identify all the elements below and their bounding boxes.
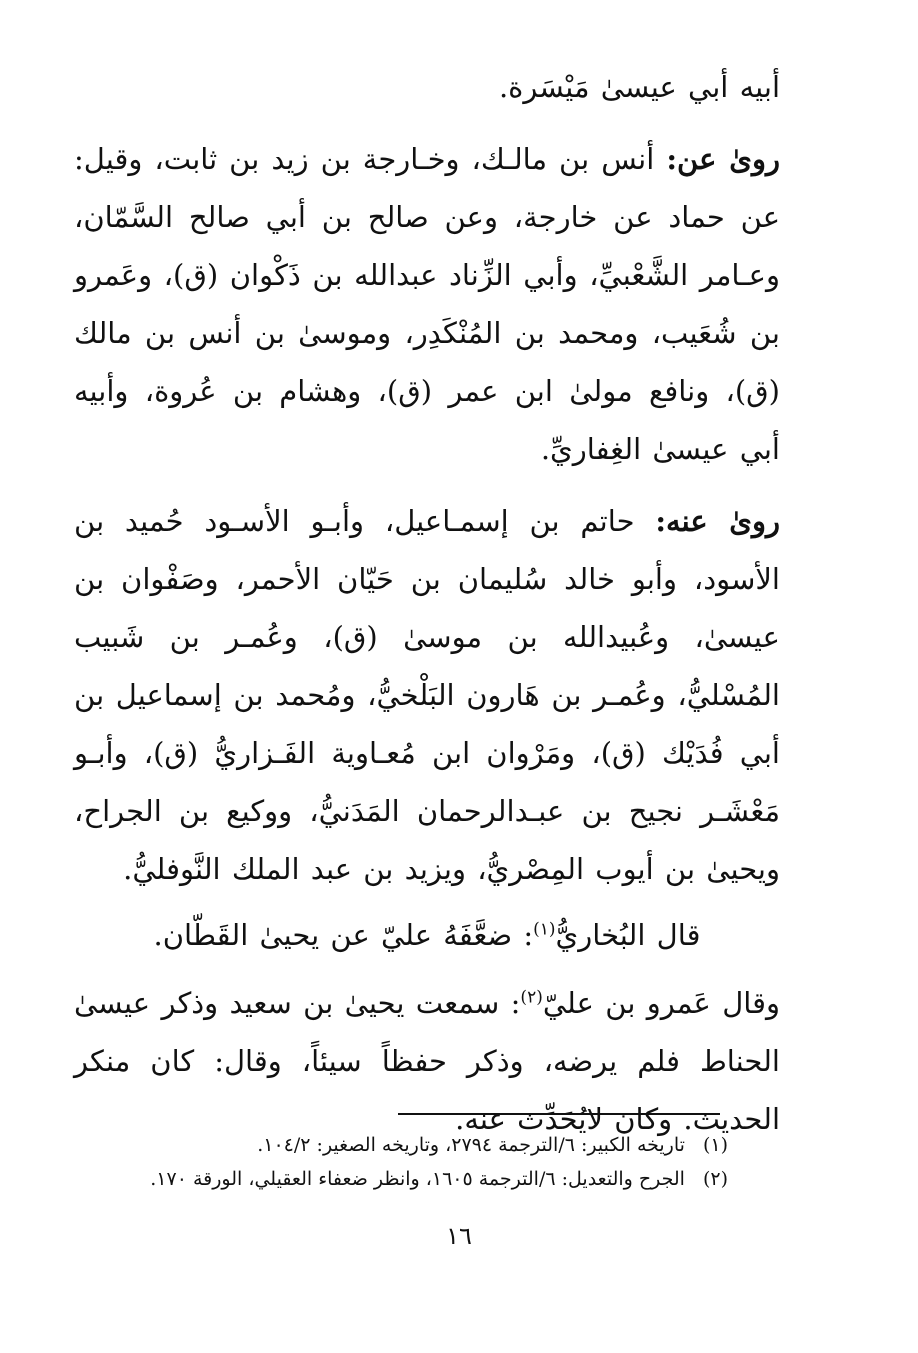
footnote-ref-1[interactable]: (١) [533, 919, 556, 940]
narrated-by-label: روىٰ عنه: [655, 504, 781, 538]
footnote-text: الجرح والتعديل: ٦/الترجمة ١٦٠٥، وانظر ضعفاء العقيلي، الورقة ١٧٠. [150, 1168, 685, 1190]
footnote-2 [74, 1162, 728, 1196]
narrated-from-label: روىٰ عن: [666, 142, 781, 176]
bukhari-statement: قال البُخاريُّ$^{(١)}$: ضعَّفَهُ عليّ عن يحيىٰ القَطّان. [153, 918, 701, 952]
narrated-from-paragraph [74, 130, 780, 478]
narrated-from-text: أنس بن مالـك، وخـارجة بن زيد بن ثابت، وقيل: عن حماد عن خارجة، وعن صالح بن أبي صالح السَّمّان، وعـامر الشَّعْبيِّ، وأبي الزِّناد عبدالله بن ذَكْوان (ق)، وعَمرو بن شُعَيب، ومحمد بن المُنْكَدِر، وموسىٰ بن أنس بن مالك (ق)، ونافع مولىٰ ابن عمر (ق)، وهشام بن عُروة، وأبيه أبي عيسىٰ الغِفاريِّ. [74, 142, 780, 466]
footnote-divider [398, 1113, 720, 1115]
footnote-text: تاريخه الكبير: ٦/الترجمة ٢٧٩٤، وتاريخه الصغير: ١٠٤/٢. [257, 1134, 685, 1156]
footnote-1 [74, 1128, 728, 1162]
intro-line: أبيه أبي عيسىٰ مَيْسَرة. [498, 70, 780, 104]
footnote-ref-2[interactable]: (٢) [520, 987, 543, 1008]
amr-statement: وقال عَمرو بن عليّ$^{(٢)}$: سمعت يحيىٰ بن سعيد وذكر عيسىٰ الحناط فلم يرضه، وذكر حفظاً سيئاً، وقال: كان منكر الحديث. وكان لايُحَدِّث عنه. [74, 986, 780, 1136]
footnote-number: (١) [702, 1134, 728, 1156]
footnotes [74, 1128, 728, 1196]
main-text [74, 58, 780, 1162]
footnote-number: (٢) [702, 1168, 728, 1190]
page-number: ١٦ [446, 1222, 472, 1250]
narrated-by-paragraph [74, 492, 780, 898]
narrated-by-text: حاتم بن إسمـاعيل، وأبـو الأسـود حُميد بن الأسود، وأبو خالد سُليمان بن حَيّان الأحمر، وصَفْوان بن عيسىٰ، وعُبيدالله بن موسىٰ (ق)، وعُمـر بن شَبيب المُسْليُّ، وعُمـر بن هَارون البَلْخيُّ، ومُحمد بن إسماعيل بن أبي فُدَيْك (ق)، ومَرْوان ابن مُعـاوية الفَـزاريُّ (ق)، وأبـو مَعْشَـر نجيح بن عبـدالرحمان المَدَنيُّ، ووكيع بن الجراح، ويحيىٰ بن أيوب المِصْريُّ، ويزيد بن عبد الملك النَّوفليُّ. [74, 504, 780, 886]
